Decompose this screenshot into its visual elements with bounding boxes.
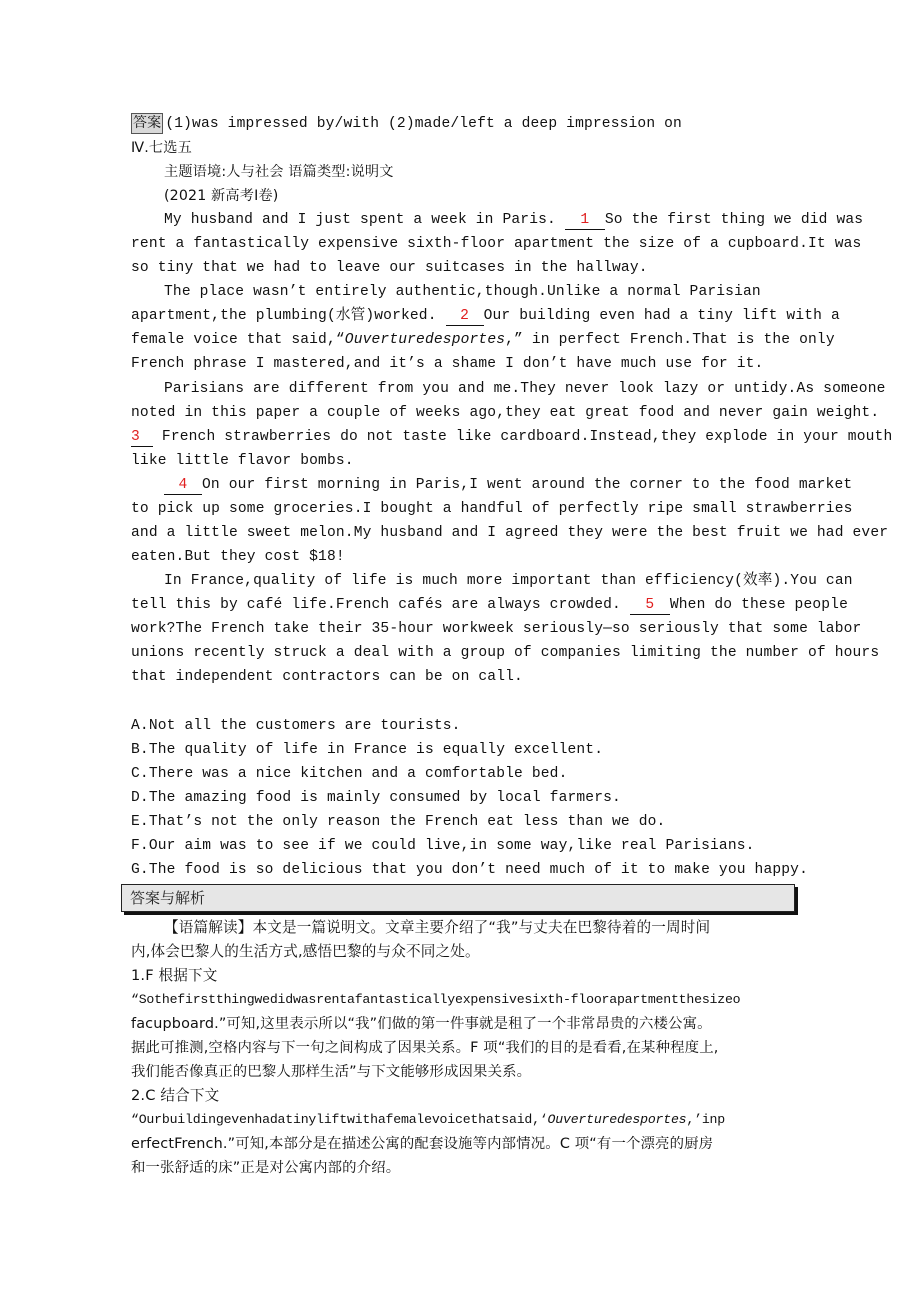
answer-2-quote-text: ,’inp (686, 1112, 725, 1127)
passage-line: eaten.But they cost $18! (131, 549, 345, 565)
passage-line (131, 425, 893, 449)
blank-4: 4 (164, 476, 202, 495)
passage-line: French phrase I mastered,and it’s a shame I don’t have much use for it. (131, 356, 764, 372)
analysis-intro: 【语篇解读】本文是一篇说明文。文章主要介绍了“我”与丈夫在巴黎待着的一周时间 (164, 919, 711, 936)
blank-2: 2 (446, 307, 484, 326)
passage-line: noted in this paper a couple of weeks ago,they eat great food and never gain weight. (131, 405, 880, 421)
answer-1-text: facupboard.”可知,这里表示所以“我”们做的第一件事就是租了一个非常昂贵的六楼公寓。 (131, 1016, 712, 1032)
passage-text: Our building even had a tiny lift with a (483, 308, 840, 324)
passage-text: apartment,the plumbing(水管)worked. (131, 308, 437, 324)
analysis-intro: 内,体会巴黎人的生活方式,感悟巴黎的与众不同之处。 (131, 943, 480, 960)
option-c: C.There was a nice kitchen and a comfortable bed. (131, 766, 568, 782)
passage-text: When do these people (669, 597, 848, 613)
passage-line (131, 328, 835, 352)
option-b: B.The quality of life in France is equally excellent. (131, 742, 604, 758)
passage-line (131, 304, 840, 328)
section-heading (131, 136, 801, 160)
option-g: G.The food is so delicious that you don’t need much of it to make you happy. (131, 862, 808, 878)
answer-2-quote-text: “Ourbuildingevenhadatinyliftwithafemalevoicethatsaid,‘ (131, 1112, 548, 1127)
passage-line (131, 473, 853, 497)
passage-text: tell this by café life.French cafés are always crowded. (131, 597, 621, 613)
passage-text: On our first morning in Paris,I went around the corner to the food market (202, 477, 853, 493)
passage-line: that independent contractors can be on call. (131, 669, 523, 685)
analysis-header-label: 答案与解析 (130, 889, 206, 907)
passage-line: and a little sweet melon.My husband and I agreed they were the best fruit we had ever (131, 525, 889, 541)
answer-1-quote: “Sothefirstthingwedidwasrentafantasticallyexpensivesixth-floorapartmentthesizeo (131, 992, 741, 1007)
option-f: F.Our aim was to see if we could live,in some way,like real Parisians. (131, 838, 755, 854)
passage-text: French strawberries do not taste like cardboard.Instead,they explode in your mouth (161, 429, 893, 445)
option-d: D.The amazing food is mainly consumed by local farmers. (131, 790, 621, 806)
topic-context: 主题语境:人与社会 语篇类型:说明文 (164, 164, 394, 180)
exam-source: (2021 新高考Ⅰ卷) (164, 188, 279, 204)
passage-line: The place wasn’t entirely authentic,though.Unlike a normal Parisian (164, 284, 761, 300)
passage-line: unions recently struck a deal with a group of companies limiting the number of hours (131, 645, 880, 661)
passage-line: work?The French take their 35-hour workweek seriously—so seriously that some labor (131, 621, 862, 637)
option-e: E.That’s not the only reason the French eat less than we do. (131, 814, 666, 830)
passage-text: female voice that said,“ (131, 332, 345, 348)
answer-1-heading: 1.F 根据下文 (131, 967, 218, 984)
passage-line: so tiny that we had to leave our suitcases in the hallway. (131, 260, 648, 276)
passage-line: like little flavor bombs. (131, 453, 354, 469)
option-a: A.Not all the customers are tourists. (131, 718, 461, 734)
answer-2-heading: 2.C 结合下文 (131, 1087, 220, 1104)
analysis-header (121, 884, 795, 912)
vocab-answer-line (131, 112, 801, 136)
passage-line: In France,quality of life is much more important than efficiency(效率).You can (164, 573, 853, 589)
answer-1-text: 据此可推测,空格内容与下一句之间构成了因果关系。F 项“我们的目的是看看,在某种程度上, (131, 1040, 719, 1056)
answer-2-text: 和一张舒适的床”正是对公寓内部的介绍。 (131, 1160, 401, 1176)
blank-5: 5 (630, 596, 670, 615)
passage-line: to pick up some groceries.I bought a handful of perfectly ripe small strawberries (131, 501, 853, 517)
french-phrase: Ouverturedesportes (547, 1112, 687, 1127)
section-number: Ⅳ. (131, 140, 149, 156)
passage-line: Parisians are different from you and me.They never look lazy or untidy.As someone (164, 381, 886, 397)
answer-2-text: erfectFrench.”可知,本部分是在描述公寓的配套设施等内部情况。C 项“有一个漂亮的厨房 (131, 1136, 714, 1152)
french-phrase: Ouverturedesportes (344, 332, 506, 348)
answer-1-text: 我们能否像真正的巴黎人那样生活”与下文能够形成因果关系。 (131, 1064, 532, 1080)
passage-text: So the first thing we did was (604, 212, 864, 228)
passage-text: My husband and I just spent a week in Paris. (164, 212, 556, 228)
answer-2-quote (131, 1108, 801, 1132)
vocab-answer-text: (1)was impressed by/with (2)made/left a deep impression on (165, 116, 682, 132)
passage-line (131, 208, 864, 232)
answer-tag: 答案 (131, 113, 163, 134)
passage-line: rent a fantastically expensive sixth-floor apartment the size of a cupboard.It was (131, 236, 862, 252)
blank-1: 1 (565, 211, 605, 230)
section-title: 七选五 (148, 140, 192, 156)
passage-text: ,” in perfect French.That is the only (505, 332, 835, 348)
blank-3: 3 (131, 428, 153, 447)
passage-line (131, 593, 848, 617)
